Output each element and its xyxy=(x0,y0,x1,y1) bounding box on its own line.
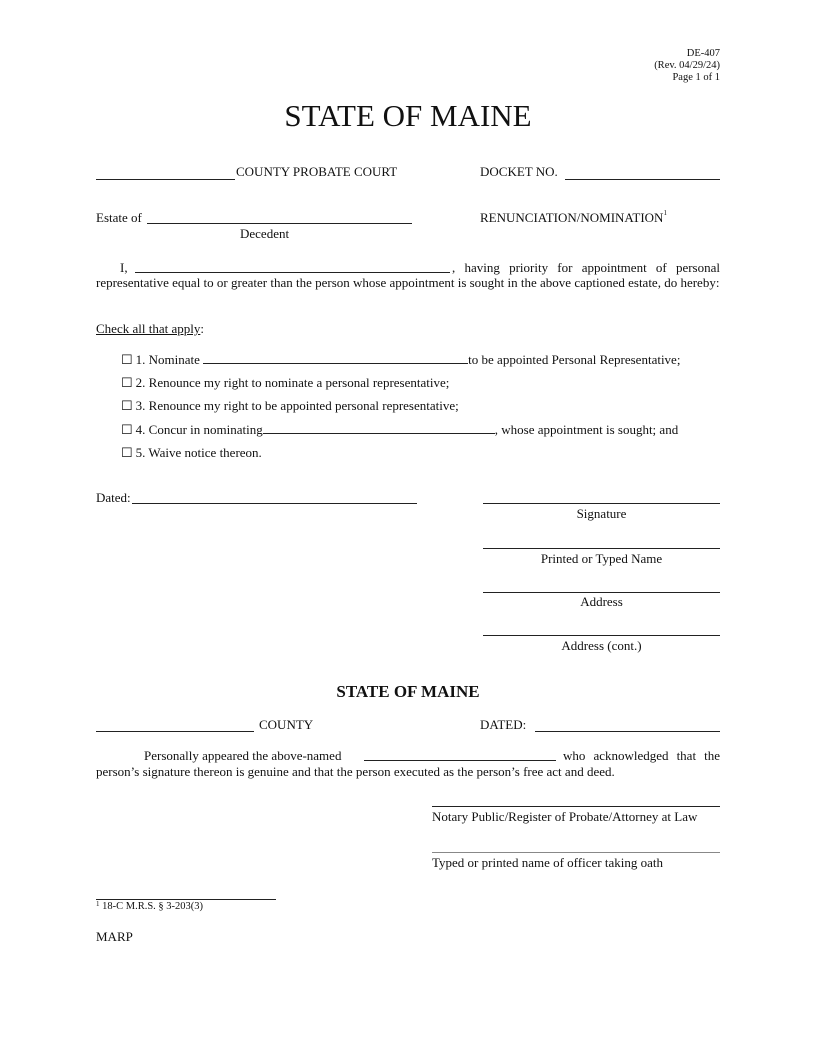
option-2 xyxy=(121,375,449,391)
page-title: STATE OF MAINE xyxy=(284,98,532,133)
officer-name-line[interactable] xyxy=(432,852,720,853)
option-1-suffix: to be appointed Personal Representative; xyxy=(468,352,681,367)
docket-label: DOCKET NO. xyxy=(480,164,558,179)
form-header xyxy=(654,48,720,84)
option-5-label: 5. Waive notice thereon. xyxy=(135,445,262,460)
dated-line[interactable] xyxy=(132,503,417,504)
option-1-checkbox[interactable]: ☐ xyxy=(121,352,133,367)
notary-text-c: person’s signature thereon is genuine and that the person executed as the person’s free act and deed. xyxy=(96,764,615,779)
footnote-divider xyxy=(96,899,276,900)
officer-signature-line[interactable] xyxy=(432,806,720,807)
signature-line[interactable] xyxy=(483,503,720,504)
address-line[interactable] xyxy=(483,592,720,593)
notary-text-a: Personally appeared the above-named xyxy=(144,748,342,763)
appeared-name-line[interactable] xyxy=(364,760,556,761)
signature-label: Signature xyxy=(576,506,627,521)
option-4-label: 4. Concur in nominating xyxy=(135,422,263,437)
officer-name-label: Typed or printed name of officer taking oath xyxy=(432,855,663,870)
address-cont-label: Address (cont.) xyxy=(561,638,642,653)
officer-title-label: Notary Public/Register of Probate/Attorney at Law xyxy=(432,809,698,824)
nominee-name-line[interactable] xyxy=(203,352,468,364)
declarant-name-line[interactable] xyxy=(135,272,450,273)
footnote-number: 1 xyxy=(96,900,100,908)
option-4 xyxy=(121,422,678,438)
option-2-checkbox[interactable]: ☐ xyxy=(121,375,133,390)
option-4-checkbox[interactable]: ☐ xyxy=(121,422,133,437)
check-all-label: Check all that apply xyxy=(96,321,201,336)
address-cont-line[interactable] xyxy=(483,635,720,636)
notary-county-line[interactable] xyxy=(96,731,254,732)
intro-text-1: , having priority for appointment of personal xyxy=(452,260,720,275)
notary-county-label: COUNTY xyxy=(259,717,314,732)
decedent-label: Decedent xyxy=(240,226,290,241)
option-3-label: 3. Renounce my right to be appointed personal representative; xyxy=(135,398,459,413)
option-2-label: 2. Renounce my right to nominate a personal representative; xyxy=(135,375,450,390)
form-revision: (Rev. 04/29/24) xyxy=(654,60,720,71)
printed-name-line[interactable] xyxy=(483,548,720,549)
notary-text-b: who acknowledged that the xyxy=(563,748,720,763)
footnote-ref: 1 xyxy=(663,209,667,217)
option-1-label: 1. Nominate xyxy=(135,352,200,367)
footnote xyxy=(96,901,203,912)
page-number: Page 1 of 1 xyxy=(672,72,720,83)
concur-name-line[interactable] xyxy=(263,422,495,434)
estate-name-line[interactable] xyxy=(147,223,412,224)
form-number: DE-407 xyxy=(686,48,720,59)
notary-dated-line[interactable] xyxy=(535,731,720,732)
option-4-suffix: , whose appointment is sought; and xyxy=(494,422,679,437)
option-3-checkbox[interactable]: ☐ xyxy=(121,398,133,413)
option-5 xyxy=(121,445,262,461)
notary-title: STATE OF MAINE xyxy=(336,682,480,701)
intro-text-2: representative equal to or greater than the person whose appointment is sought in the above captioned estate, do hereby: xyxy=(96,275,720,290)
estate-of-label: Estate of xyxy=(96,210,142,225)
document-type-label: RENUNCIATION/NOMINATION xyxy=(480,210,664,225)
footer-mark: MARP xyxy=(96,929,133,944)
check-all-heading: Check all that apply: xyxy=(96,321,204,336)
option-3 xyxy=(121,398,459,414)
option-1 xyxy=(121,352,680,368)
footnote-text: 18-C M.R.S. § 3-203(3) xyxy=(102,901,204,912)
notary-dated-label: DATED: xyxy=(480,717,527,732)
address-label: Address xyxy=(580,594,623,609)
dated-label: Dated: xyxy=(96,490,131,505)
county-probate-court-label: COUNTY PROBATE COURT xyxy=(236,164,398,179)
county-name-line[interactable] xyxy=(96,179,235,180)
docket-number-line[interactable] xyxy=(565,179,720,180)
option-5-checkbox[interactable]: ☐ xyxy=(121,445,133,460)
document-type-heading xyxy=(480,210,667,226)
intro-lead: I, xyxy=(120,260,128,275)
printed-name-label: Printed or Typed Name xyxy=(540,551,663,566)
